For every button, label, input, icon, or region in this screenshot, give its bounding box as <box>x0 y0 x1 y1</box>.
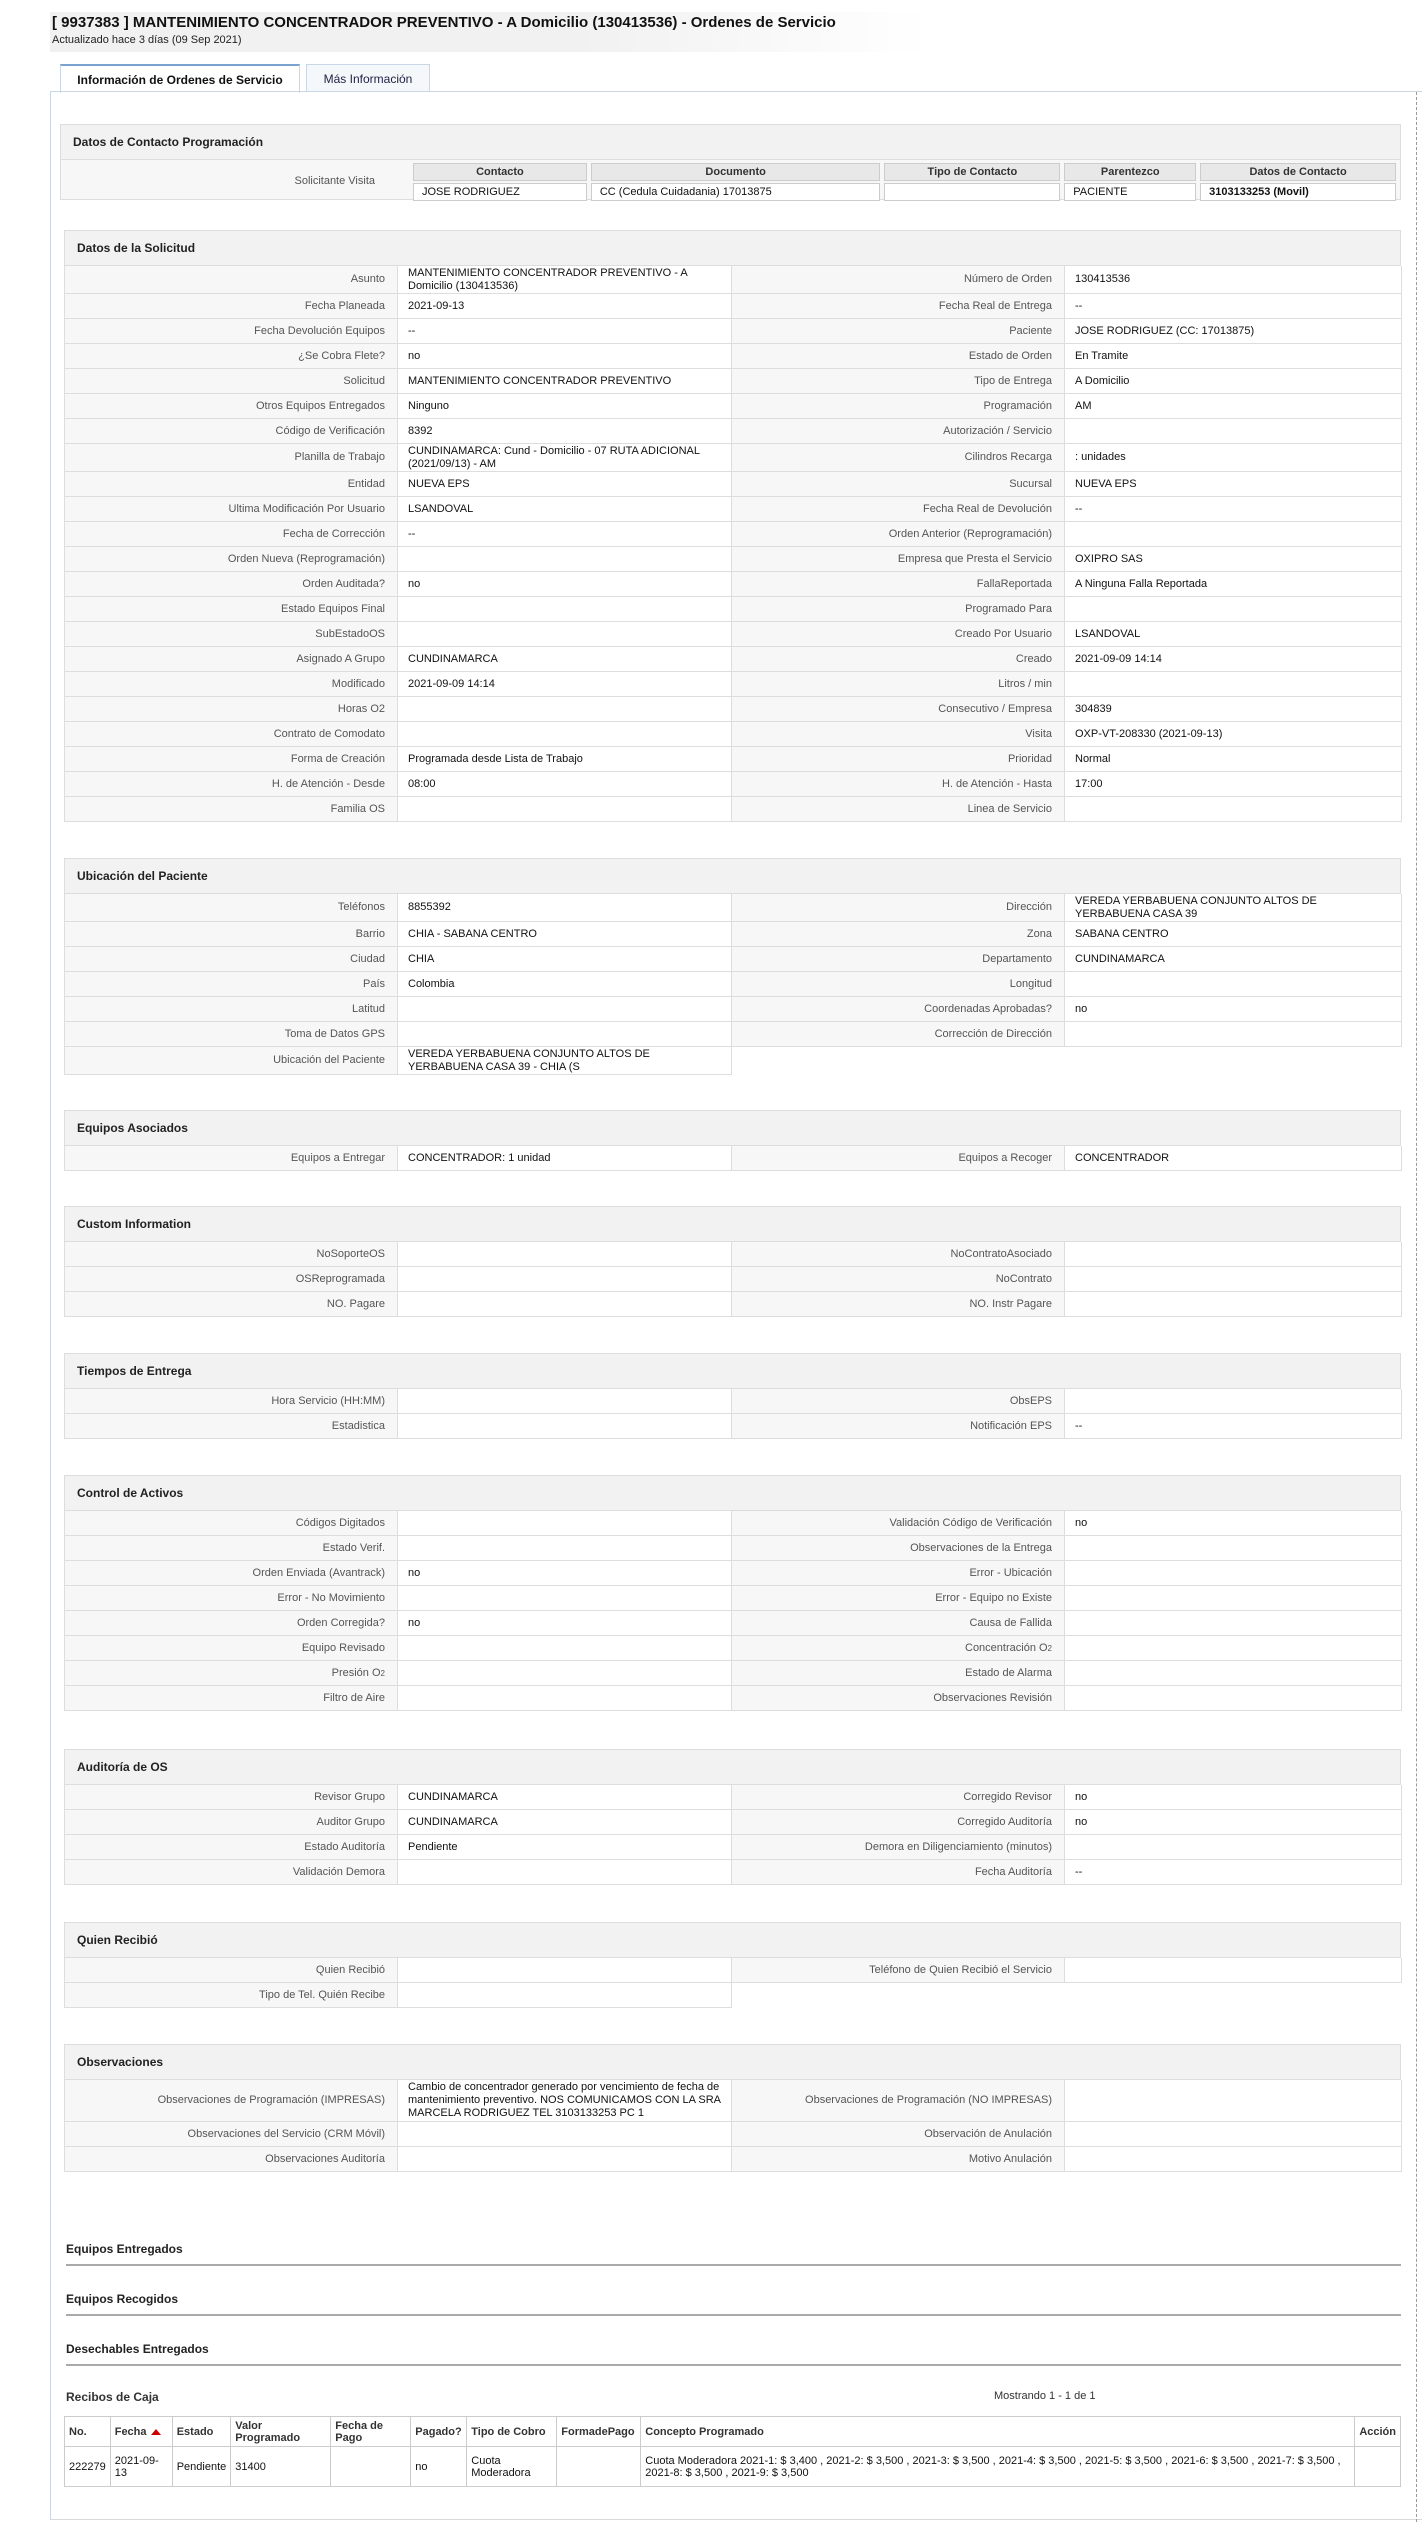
field-value <box>398 997 732 1022</box>
field-label: Fecha de Corrección <box>65 522 398 547</box>
field-value <box>1065 2147 1402 2172</box>
field-value: no <box>398 1561 732 1586</box>
contact-header: Contacto <box>413 163 587 181</box>
recibos-table <box>64 2416 1401 2487</box>
grid-spacer <box>732 1983 1065 2008</box>
field-value: CHIA <box>398 947 732 972</box>
field-value <box>398 1586 732 1611</box>
table-cell <box>557 2447 641 2487</box>
field-value: A Ninguna Falla Reportada <box>1065 572 1402 597</box>
table-cell: 222279 <box>65 2447 111 2487</box>
field-value: CHIA - SABANA CENTRO <box>398 922 732 947</box>
field-value: VEREDA YERBABUENA CONJUNTO ALTOS DE YERBABUENA CASA 39 - CHIA (S <box>398 1047 732 1075</box>
field-value <box>398 1636 732 1661</box>
field-value: MANTENIMIENTO CONCENTRADOR PREVENTIVO - A Domicilio (130413536) <box>398 266 732 294</box>
field-value: 304839 <box>1065 697 1402 722</box>
field-label: Observaciones de Programación (NO IMPRESAS) <box>732 2080 1065 2122</box>
field-label: Programación <box>732 394 1065 419</box>
field-label-subscript: 2 <box>1047 1643 1052 1653</box>
field-label: Equipos a Entregar <box>65 1146 398 1171</box>
field-value <box>1065 522 1402 547</box>
field-value: CUNDINAMARCA: Cund - Domicilio - 07 RUTA ADICIONAL (2021/09/13) - AM <box>398 444 732 472</box>
field-label: NoContrato <box>732 1267 1065 1292</box>
field-label: Asunto <box>65 266 398 294</box>
field-label: NoSoporteOS <box>65 1242 398 1267</box>
field-value <box>1065 2080 1402 2122</box>
field-value <box>398 1511 732 1536</box>
field-label: Ciudad <box>65 947 398 972</box>
field-label: Estado Auditoría <box>65 1835 398 1860</box>
field-value <box>398 1686 732 1711</box>
field-value: no <box>398 572 732 597</box>
field-value <box>398 2147 732 2172</box>
field-value: no <box>1065 1810 1402 1835</box>
field-label: Teléfono de Quien Recibió el Servicio <box>732 1958 1065 1983</box>
section-solicitud <box>64 230 1401 822</box>
field-label: Fecha Auditoría <box>732 1860 1065 1885</box>
field-label: Cilindros Recarga <box>732 444 1065 472</box>
field-label: OSReprogramada <box>65 1267 398 1292</box>
field-label: Notificación EPS <box>732 1414 1065 1439</box>
section-grid <box>64 1785 1401 1885</box>
col-header[interactable]: Valor Programado <box>231 2417 331 2447</box>
grid-spacer <box>732 1047 1065 1075</box>
field-label: Código de Verificación <box>65 419 398 444</box>
field-value: SABANA CENTRO <box>1065 922 1402 947</box>
field-label: Corregido Revisor <box>732 1785 1065 1810</box>
field-value: : unidades <box>1065 444 1402 472</box>
contact-cell <box>884 183 1060 201</box>
contact-header: Datos de Contacto <box>1200 163 1396 181</box>
field-label: SubEstadoOS <box>65 622 398 647</box>
col-header[interactable]: FormadePago <box>557 2417 641 2447</box>
field-label: Paciente <box>732 319 1065 344</box>
field-label: Estado de Orden <box>732 344 1065 369</box>
contact-header: Documento <box>591 163 881 181</box>
field-label: Empresa que Presta el Servicio <box>732 547 1065 572</box>
field-label: Fecha Devolución Equipos <box>65 319 398 344</box>
field-value: 2021-09-09 14:14 <box>398 672 732 697</box>
field-label: Validación Demora <box>65 1860 398 1885</box>
field-label: Causa de Fallida <box>732 1611 1065 1636</box>
field-value: no <box>1065 1785 1402 1810</box>
grid-spacer <box>1065 1983 1402 2008</box>
field-label: Orden Nueva (Reprogramación) <box>65 547 398 572</box>
field-value <box>1065 1611 1402 1636</box>
field-value: NUEVA EPS <box>1065 472 1402 497</box>
grid-spacer <box>1065 1047 1402 1075</box>
field-value: Cambio de concentrador generado por vencimiento de fecha de mantenimiento preventivo. NOS COMUNICAMOS CON LA SRA MARCELA RODRIGUEZ TEL 3103133253 PC 1 <box>398 2080 732 2122</box>
field-label: Sucursal <box>732 472 1065 497</box>
table-cell: Cuota Moderadora 2021-1: $ 3,400 , 2021-2: $ 3,500 , 2021-3: $ 3,500 , 2021-4: $ 3,500 , 2021-5: $ 3,500 , 2021-6: $ 3,500 , 2021-7: $ 3,500 , 2021-8: $ 3,500 , 2021-9: $ 3,500 <box>641 2447 1355 2487</box>
field-value <box>1065 1022 1402 1047</box>
field-value <box>1065 797 1402 822</box>
field-label: FallaReportada <box>732 572 1065 597</box>
field-label: Observaciones Revisión <box>732 1686 1065 1711</box>
field-label: H. de Atención - Hasta <box>732 772 1065 797</box>
field-label: Orden Auditada? <box>65 572 398 597</box>
field-label: Asignado A Grupo <box>65 647 398 672</box>
field-label: Corregido Auditoría <box>732 1810 1065 1835</box>
field-value: CONCENTRADOR: 1 unidad <box>398 1146 732 1171</box>
section-desechables: Desechables Entregados <box>66 2342 1401 2366</box>
field-label: Tipo de Tel. Quién Recibe <box>65 1983 398 2008</box>
section-title: Control de Activos <box>64 1475 1401 1511</box>
section-observaciones <box>64 2044 1401 2172</box>
field-label: Error - Ubicación <box>732 1561 1065 1586</box>
field-value: 17:00 <box>1065 772 1402 797</box>
section-tiempos <box>64 1353 1401 1439</box>
field-value: VEREDA YERBABUENA CONJUNTO ALTOS DE YERBABUENA CASA 39 <box>1065 894 1402 922</box>
section-title-contacto: Datos de Contacto Programación <box>60 124 1401 160</box>
field-value <box>398 1536 732 1561</box>
section-recibio <box>64 1922 1401 2008</box>
section-activos <box>64 1475 1401 1711</box>
field-label: Toma de Datos GPS <box>65 1022 398 1047</box>
field-label: Creado Por Usuario <box>732 622 1065 647</box>
field-label: Corrección de Dirección <box>732 1022 1065 1047</box>
col-header-label: Fecha <box>114 2425 147 2438</box>
field-label: Observaciones Auditoría <box>65 2147 398 2172</box>
field-label: Orden Anterior (Reprogramación) <box>732 522 1065 547</box>
field-label: Familia OS <box>65 797 398 822</box>
field-label: Fecha Planeada <box>65 294 398 319</box>
field-label: Planilla de Trabajo <box>65 444 398 472</box>
contact-table <box>409 161 1400 203</box>
field-value: 8855392 <box>398 894 732 922</box>
field-value <box>398 622 732 647</box>
action-cell[interactable] <box>1355 2447 1401 2487</box>
field-label: Validación Código de Verificación <box>732 1511 1065 1536</box>
section-title: Observaciones <box>64 2044 1401 2080</box>
table-cell: Cuota Moderadora <box>467 2447 557 2487</box>
recibos-title: Recibos de Caja <box>66 2390 159 2404</box>
field-value <box>1065 1242 1402 1267</box>
recibos-count: Mostrando 1 - 1 de 1 <box>994 2390 1096 2402</box>
field-value: -- <box>398 319 732 344</box>
field-label: ObsEPS <box>732 1389 1065 1414</box>
col-header[interactable]: Fecha de Pago <box>331 2417 411 2447</box>
field-value: -- <box>1065 1414 1402 1439</box>
scroll-guide <box>1416 92 1417 2522</box>
field-label: Litros / min <box>732 672 1065 697</box>
field-value <box>1065 1536 1402 1561</box>
field-value <box>398 1958 732 1983</box>
field-value <box>398 797 732 822</box>
field-label-subscript: 2 <box>380 1668 385 1678</box>
page-title: [ 9937383 ] MANTENIMIENTO CONCENTRADOR PREVENTIVO - A Domicilio (130413536) - Ordenes de Servicio <box>52 14 836 31</box>
field-value <box>1065 1958 1402 1983</box>
field-label: Longitud <box>732 972 1065 997</box>
field-value: CUNDINAMARCA <box>398 1810 732 1835</box>
field-label: NO. Instr Pagare <box>732 1292 1065 1317</box>
col-header[interactable]: Concepto Programado <box>641 2417 1355 2447</box>
field-value: -- <box>1065 294 1402 319</box>
field-value: no <box>1065 997 1402 1022</box>
field-value: Programada desde Lista de Trabajo <box>398 747 732 772</box>
field-label: Estado de Alarma <box>732 1661 1065 1686</box>
field-value <box>1065 1292 1402 1317</box>
section-title: Equipos Asociados <box>64 1110 1401 1146</box>
field-label: País <box>65 972 398 997</box>
field-value <box>1065 672 1402 697</box>
field-value <box>1065 1267 1402 1292</box>
contact-cell: CC (Cedula Cuidadania) 17013875 <box>591 183 881 201</box>
field-value: 130413536 <box>1065 266 1402 294</box>
field-label: H. de Atención - Desde <box>65 772 398 797</box>
field-label: Observaciones de la Entrega <box>732 1536 1065 1561</box>
field-label: Auditor Grupo <box>65 1810 398 1835</box>
section-grid <box>64 1389 1401 1439</box>
field-value: CUNDINAMARCA <box>398 647 732 672</box>
section-title: Tiempos de Entrega <box>64 1353 1401 1389</box>
section-ubicacion <box>64 858 1401 1075</box>
field-value: Normal <box>1065 747 1402 772</box>
table-cell <box>331 2447 411 2487</box>
table-cell: Pendiente <box>172 2447 231 2487</box>
field-value <box>398 1414 732 1439</box>
field-label-text: Concentración O <box>965 1641 1048 1654</box>
field-value: -- <box>1065 1860 1402 1885</box>
field-label: Teléfonos <box>65 894 398 922</box>
field-label: Demora en Diligenciamiento (minutos) <box>732 1835 1065 1860</box>
field-label: Visita <box>732 722 1065 747</box>
field-label: Departamento <box>732 947 1065 972</box>
field-value: JOSE RODRIGUEZ (CC: 17013875) <box>1065 319 1402 344</box>
field-value: NUEVA EPS <box>398 472 732 497</box>
field-label: Equipos a Recoger <box>732 1146 1065 1171</box>
field-label: Linea de Servicio <box>732 797 1065 822</box>
field-value <box>398 1267 732 1292</box>
field-label: Error - Equipo no Existe <box>732 1586 1065 1611</box>
field-value: 2021-09-13 <box>398 294 732 319</box>
tab-informacion[interactable]: Información de Ordenes de Servicio <box>60 64 300 93</box>
field-label: Coordenadas Aprobadas? <box>732 997 1065 1022</box>
section-equipos-recogidos: Equipos Recogidos <box>66 2292 1401 2316</box>
field-label-text: Presión O <box>331 1666 381 1679</box>
field-value <box>1065 1686 1402 1711</box>
field-label: Número de Orden <box>732 266 1065 294</box>
section-auditoria <box>64 1749 1401 1885</box>
contact-header: Parentezco <box>1064 163 1196 181</box>
section-equipos-entregados: Equipos Entregados <box>66 2242 1401 2266</box>
field-value: 8392 <box>398 419 732 444</box>
section-grid <box>64 894 1401 1075</box>
field-label: Observación de Anulación <box>732 2122 1065 2147</box>
col-header[interactable]: Acción <box>1355 2417 1401 2447</box>
section-title: Auditoría de OS <box>64 1749 1401 1785</box>
field-label: Autorización / Servicio <box>732 419 1065 444</box>
field-value <box>398 1022 732 1047</box>
field-label: Fecha Real de Devolución <box>732 497 1065 522</box>
field-value <box>398 1292 732 1317</box>
field-value <box>1065 1389 1402 1414</box>
field-label: Fecha Real de Entrega <box>732 294 1065 319</box>
section-title: Quien Recibió <box>64 1922 1401 1958</box>
field-value <box>398 1242 732 1267</box>
col-header[interactable]: No. <box>65 2417 111 2447</box>
field-value <box>1065 1661 1402 1686</box>
field-value <box>398 1983 732 2008</box>
field-label: Orden Corregida? <box>65 1611 398 1636</box>
field-label: Contrato de Comodato <box>65 722 398 747</box>
field-label: Ubicación del Paciente <box>65 1047 398 1075</box>
section-title: Datos de la Solicitud <box>64 230 1401 266</box>
field-value: LSANDOVAL <box>1065 622 1402 647</box>
field-label: Error - No Movimiento <box>65 1586 398 1611</box>
field-label: Solicitud <box>65 369 398 394</box>
field-value <box>398 1389 732 1414</box>
field-label: Ultima Modificación Por Usuario <box>65 497 398 522</box>
field-label: Hora Servicio (HH:MM) <box>65 1389 398 1414</box>
field-label: Tipo de Entrega <box>732 369 1065 394</box>
field-label: Filtro de Aire <box>65 1686 398 1711</box>
field-value <box>398 1860 732 1885</box>
contact-header: Tipo de Contacto <box>884 163 1060 181</box>
field-label: Modificado <box>65 672 398 697</box>
field-value: CUNDINAMARCA <box>398 1785 732 1810</box>
field-value <box>1065 2122 1402 2147</box>
table-cell: no <box>411 2447 467 2487</box>
field-value: no <box>398 1611 732 1636</box>
field-value <box>1065 1561 1402 1586</box>
section-custom <box>64 1206 1401 1317</box>
field-label: ¿Se Cobra Flete? <box>65 344 398 369</box>
section-grid <box>64 1511 1401 1711</box>
field-label: Zona <box>732 922 1065 947</box>
field-label: Estado Equipos Final <box>65 597 398 622</box>
field-value <box>398 1661 732 1686</box>
field-value: CUNDINAMARCA <box>1065 947 1402 972</box>
field-value <box>398 597 732 622</box>
contact-cell: 3103133253 (Movil) <box>1200 183 1396 201</box>
field-label: Códigos Digitados <box>65 1511 398 1536</box>
field-label: Programado Para <box>732 597 1065 622</box>
field-value: 2021-09-09 14:14 <box>1065 647 1402 672</box>
section-grid <box>64 2080 1401 2172</box>
table-cell: 2021-09-13 <box>110 2447 172 2487</box>
field-label: Dirección <box>732 894 1065 922</box>
col-header[interactable]: Pagado? <box>411 2417 467 2447</box>
tab-mas-informacion[interactable]: Más Información <box>306 64 430 92</box>
field-value: LSANDOVAL <box>398 497 732 522</box>
field-label: NoContratoAsociado <box>732 1242 1065 1267</box>
field-label: Observaciones del Servicio (CRM Móvil) <box>65 2122 398 2147</box>
section-grid <box>64 1958 1401 2008</box>
field-label: Revisor Grupo <box>65 1785 398 1810</box>
field-value: -- <box>1065 497 1402 522</box>
field-label: NO. Pagare <box>65 1292 398 1317</box>
field-value <box>398 722 732 747</box>
field-value: AM <box>1065 394 1402 419</box>
field-value: OXIPRO SAS <box>1065 547 1402 572</box>
field-label: Equipo Revisado <box>65 1636 398 1661</box>
field-label: Orden Enviada (Avantrack) <box>65 1561 398 1586</box>
field-value: -- <box>398 522 732 547</box>
field-value: En Tramite <box>1065 344 1402 369</box>
field-value <box>398 2122 732 2147</box>
contact-label: Solicitante Visita <box>294 175 375 187</box>
field-value <box>398 697 732 722</box>
field-value: Ninguno <box>398 394 732 419</box>
field-value <box>1065 972 1402 997</box>
section-grid <box>64 1146 1401 1171</box>
field-value: Pendiente <box>398 1835 732 1860</box>
field-value: A Domicilio <box>1065 369 1402 394</box>
field-label: Entidad <box>65 472 398 497</box>
table-row <box>65 2447 1401 2487</box>
field-value <box>1065 1835 1402 1860</box>
table-cell: 31400 <box>231 2447 331 2487</box>
col-header-fecha[interactable] <box>110 2417 172 2447</box>
field-label: Estado Verif. <box>65 1536 398 1561</box>
field-value <box>1065 1586 1402 1611</box>
contact-cell: JOSE RODRIGUEZ <box>413 183 587 201</box>
sort-asc-icon <box>151 2429 161 2435</box>
field-value: MANTENIMIENTO CONCENTRADOR PREVENTIVO <box>398 369 732 394</box>
field-value <box>1065 597 1402 622</box>
field-label: Barrio <box>65 922 398 947</box>
field-value <box>1065 1636 1402 1661</box>
section-grid <box>64 266 1401 822</box>
section-title: Custom Information <box>64 1206 1401 1242</box>
field-label: Forma de Creación <box>65 747 398 772</box>
field-value: no <box>398 344 732 369</box>
field-value: OXP-VT-208330 (2021-09-13) <box>1065 722 1402 747</box>
field-value: no <box>1065 1511 1402 1536</box>
field-label: Consecutivo / Empresa <box>732 697 1065 722</box>
field-value: CONCENTRADOR <box>1065 1146 1402 1171</box>
field-value <box>1065 419 1402 444</box>
field-label: Otros Equipos Entregados <box>65 394 398 419</box>
updated-text: Actualizado hace 3 días (09 Sep 2021) <box>52 34 242 46</box>
field-label-presion <box>65 1661 398 1686</box>
section-grid <box>64 1242 1401 1317</box>
field-label-concentracion <box>732 1636 1065 1661</box>
section-equipos <box>64 1110 1401 1171</box>
contact-cell: PACIENTE <box>1064 183 1196 201</box>
field-value: 08:00 <box>398 772 732 797</box>
field-label: Motivo Anulación <box>732 2147 1065 2172</box>
field-label: Creado <box>732 647 1065 672</box>
section-title: Ubicación del Paciente <box>64 858 1401 894</box>
field-value <box>398 547 732 572</box>
field-value: Colombia <box>398 972 732 997</box>
field-label: Observaciones de Programación (IMPRESAS) <box>65 2080 398 2122</box>
field-label: Estadistica <box>65 1414 398 1439</box>
field-label: Horas O2 <box>65 697 398 722</box>
field-label: Quien Recibió <box>65 1958 398 1983</box>
field-label: Latitud <box>65 997 398 1022</box>
col-header[interactable]: Tipo de Cobro <box>467 2417 557 2447</box>
field-label: Prioridad <box>732 747 1065 772</box>
col-header[interactable]: Estado <box>172 2417 231 2447</box>
